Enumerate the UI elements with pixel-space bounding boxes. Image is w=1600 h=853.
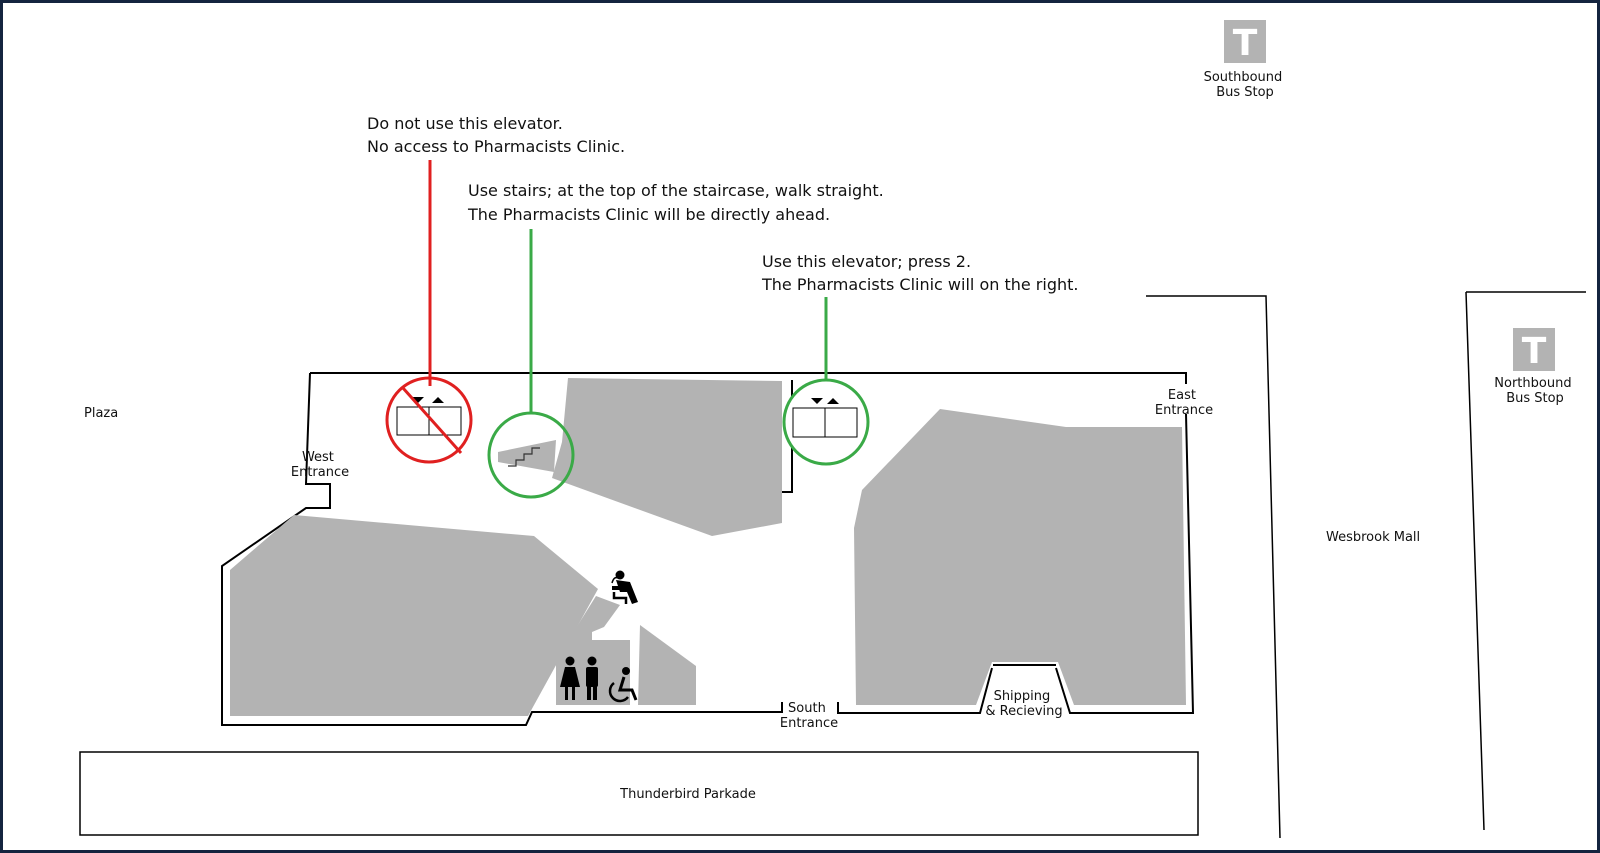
elevator-marker-east: [784, 380, 868, 464]
bus-stop-letter: T: [1521, 331, 1547, 372]
annotation-elevator-east: Use this elevator; press 2. The Pharmacists Clinic will on the right.: [762, 252, 1079, 294]
building-block-center: [552, 378, 782, 536]
bus-stop-icon-southbound: [1224, 20, 1266, 64]
no-entry-icon: [387, 378, 471, 462]
label-southbound-bus-stop: Southbound Bus Stop: [1203, 70, 1283, 100]
building-block-west: [230, 515, 598, 716]
label-plaza: Plaza: [84, 406, 119, 421]
label-east-entrance: East Entrance: [1154, 388, 1214, 418]
bus-stop-letter: T: [1232, 23, 1258, 64]
annotation-stairs: Use stairs; at the top of the staircase, walk straight. The Pharmacists Clinic will be directly ahead.: [468, 181, 884, 224]
label-shipping-receiving: Shipping & Recieving: [985, 689, 1063, 719]
label-northbound-bus-stop: Northbound Bus Stop: [1494, 376, 1572, 406]
bus-stop-icon-northbound: [1513, 328, 1555, 372]
stairs-block: [498, 440, 556, 472]
label-thunderbird-parkade: Thunderbird Parkade: [620, 787, 756, 802]
label-wesbrook-mall: Wesbrook Mall: [1326, 530, 1421, 545]
annotation-elevator-west: Do not use this elevator. No access to Pharmacists Clinic.: [367, 114, 626, 156]
label-west-entrance: West Entrance: [290, 450, 350, 480]
washroom-block-right: [638, 625, 696, 705]
building-block-east: [854, 409, 1186, 705]
road-edge-east: [1466, 292, 1586, 830]
drinking-fountain-icon: [612, 571, 638, 605]
label-south-entrance: South Entrance: [779, 701, 839, 731]
